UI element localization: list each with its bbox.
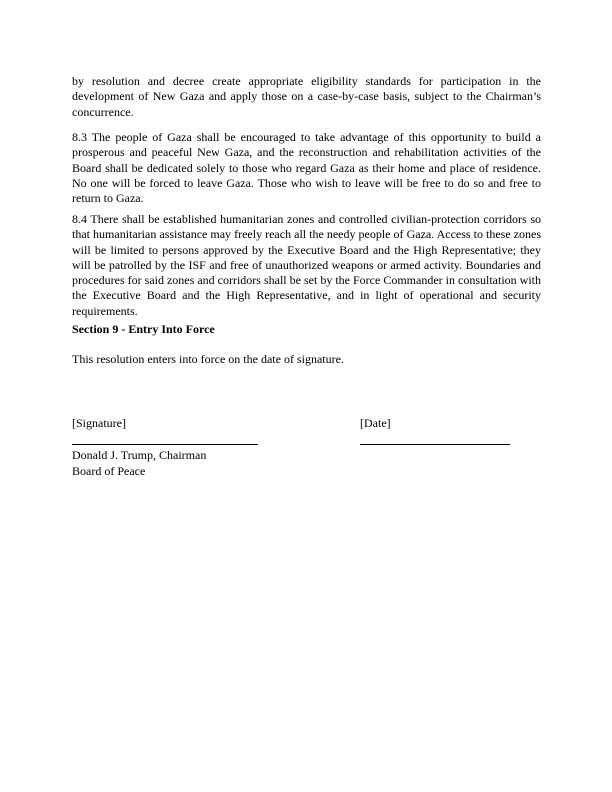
date-line bbox=[360, 444, 510, 445]
paragraph-eligibility: by resolution and decree create appropriate eligibility standards for participation in the development of New Gaza and apply those on a case-by-case basis, subject to the Chairman’s concurrence. bbox=[72, 74, 541, 119]
paragraph-8-3: 8.3 The people of Gaza shall be encouraged to take advantage of this opportunity to build a prosperous and peaceful New Gaza, and the reconstruction and rehabilitation activities of the Board shall be dedicated solely to those who regard Gaza as their home and place of residence. No one will be forced to leave Gaza. Those who wish to leave will be free to do so and free to return to Gaza. bbox=[72, 130, 541, 206]
section-9-text: This resolution enters into force on the date of signature. bbox=[72, 352, 344, 366]
paragraph-8-4: 8.4 There shall be established humanitarian zones and controlled civilian-protection corridors so that humanitarian assistance may freely reach all the needy people of Gaza. Access to these zones will be limited to persons approved by the Executive Board and the High Representative; they will be patrolled by the ISF and free of unauthorized weapons or armed activity. Boundaries and procedures for said zones and corridors shall be set by the Force Commander in consultation with the Executive Board and the High Representative, and in light of operational and security requirements. bbox=[72, 212, 541, 318]
signer-name: Donald J. Trump, Chairman bbox=[72, 448, 207, 462]
section-9-heading: Section 9 - Entry Into Force bbox=[72, 322, 215, 336]
signature-line bbox=[72, 444, 258, 445]
signature-label: [Signature] bbox=[72, 416, 126, 430]
date-label: [Date] bbox=[360, 416, 391, 430]
signer-organization: Board of Peace bbox=[72, 464, 146, 478]
